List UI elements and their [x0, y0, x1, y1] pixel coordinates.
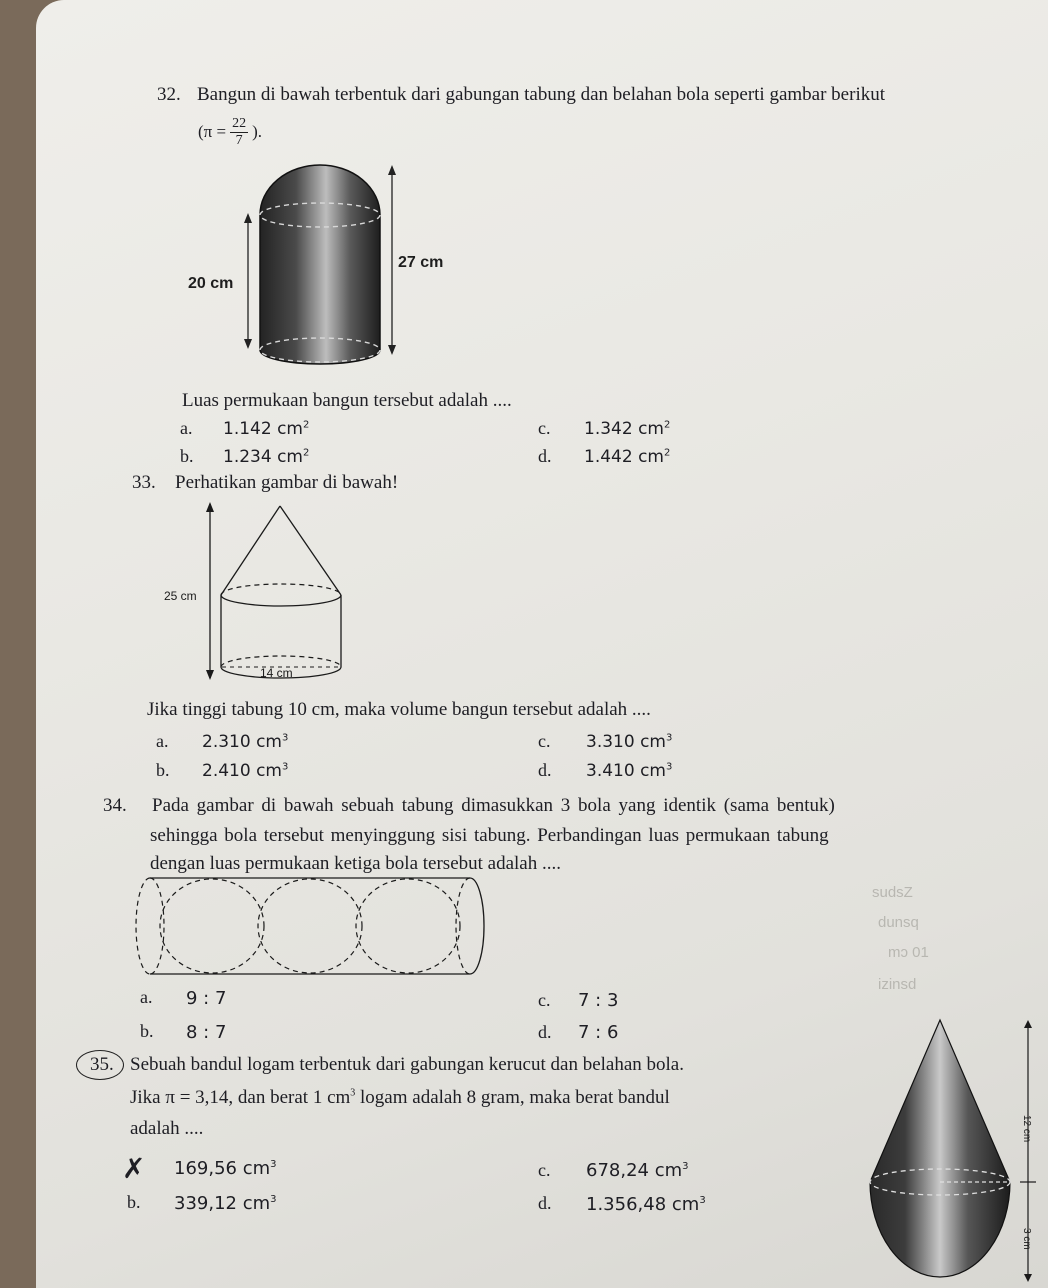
unit-exponent: 3	[665, 732, 673, 744]
cone-hemisphere-body	[870, 1020, 1010, 1277]
q32-option-a-value: 1.142 cm	[223, 419, 303, 439]
ball-1	[160, 879, 264, 973]
q32-option-c-value: 1.342 cm	[584, 419, 664, 439]
bleed-through-text: izinsd	[878, 976, 917, 993]
ball-3	[356, 879, 460, 973]
unit-exponent: 2	[302, 419, 310, 431]
q35-option-b-letter[interactable]: b.	[127, 1192, 141, 1212]
q34-line1: Pada gambar di bawah sebuah tabung dimasukkan 3 bola yang identik (sama bentuk)	[152, 795, 835, 816]
q35-line2-end: logam adalah 8 gram, maka berat bandul	[355, 1087, 670, 1108]
arrow-up-icon	[388, 165, 396, 175]
q32-question: Luas permukaan bangun tersebut adalah ....	[182, 390, 512, 411]
arrow-down-icon	[244, 339, 252, 349]
q35-option-a-value: 169,56 cm	[174, 1158, 271, 1179]
q34-option-a-value[interactable]: 9 : 7	[186, 988, 227, 1009]
unit-exponent: 3	[281, 732, 289, 744]
q32-option-d[interactable]	[584, 447, 670, 467]
q33-option-a-value: 2.310 cm	[202, 732, 282, 752]
q33-option-c-value: 3.310 cm	[586, 732, 666, 752]
q35-line2-start: Jika π = 3,14, dan berat 1 cm	[130, 1087, 351, 1108]
q35-line2	[130, 1086, 670, 1110]
q35-option-a[interactable]	[174, 1158, 277, 1179]
q33-number: 33.	[132, 472, 156, 493]
q32-number: 32.	[157, 84, 181, 105]
q34-option-b-value[interactable]: 8 : 7	[186, 1022, 227, 1043]
q34-option-c-letter[interactable]: c.	[538, 990, 551, 1010]
unit-exponent: 2	[663, 419, 671, 431]
q32-option-d-value: 1.442 cm	[584, 447, 664, 467]
label-14cm: 14 cm	[260, 666, 293, 680]
q34-number: 34.	[103, 795, 127, 816]
q33-option-b[interactable]	[202, 761, 288, 781]
selected-answer-mark-icon: ✗	[122, 1154, 146, 1185]
arrow-down-icon	[206, 670, 214, 680]
q33-option-c[interactable]	[586, 732, 672, 752]
label-12cm: 12 cm	[1021, 1115, 1032, 1143]
label-3cm: 3 cm	[1021, 1228, 1032, 1250]
q33-option-d-value: 3.410 cm	[586, 761, 666, 781]
unit-exponent: 3	[350, 1087, 356, 1099]
arrow-down-icon	[1024, 1274, 1032, 1282]
unit-exponent: 2	[663, 447, 671, 459]
arrow-up-icon	[244, 213, 252, 223]
cylinder-right-cap-back	[456, 878, 470, 974]
cylinder-hemisphere-body	[260, 165, 380, 364]
q33-text: Perhatikan gambar di bawah!	[175, 472, 399, 493]
cylinder-left-cap-back	[150, 878, 164, 974]
q35-option-b[interactable]	[174, 1193, 277, 1214]
unit-exponent: 3	[281, 761, 289, 773]
cylinder-right-cap	[470, 878, 484, 974]
arrow-up-icon	[1024, 1020, 1032, 1028]
q32-text: Bangun di bawah terbentuk dari gabungan tabung dan belahan bola seperti gambar berikut	[197, 84, 885, 105]
unit-exponent: 3	[699, 1195, 706, 1206]
q32-pi-denominator: 7	[235, 132, 243, 148]
q32-option-c[interactable]	[584, 419, 670, 439]
q32-pi-prefix: (π =	[198, 122, 227, 141]
q35-option-c-value: 678,24 cm	[586, 1160, 683, 1181]
cylinder-top-back-arc	[221, 584, 341, 595]
q32-option-c-letter[interactable]: c.	[538, 418, 551, 438]
q35-option-b-value: 339,12 cm	[174, 1193, 271, 1214]
cone-side-left	[221, 506, 280, 595]
q33-figure-cone-cylinder	[160, 500, 360, 690]
q35-option-d-letter[interactable]: d.	[538, 1193, 552, 1213]
q35-line1: Sebuah bandul logam terbentuk dari gabungan kerucut dan belahan bola.	[130, 1054, 684, 1075]
bleed-through-text: dunsq	[878, 914, 919, 931]
q33-option-a[interactable]	[202, 732, 288, 752]
q35-option-d[interactable]	[586, 1194, 706, 1215]
q34-option-b-letter[interactable]: b.	[140, 1021, 154, 1041]
q34-line2: sehingga bola tersebut menyinggung sisi tabung. Perbandingan luas permukaan tabung	[150, 825, 829, 846]
q32-pi-numerator: 22	[232, 115, 247, 131]
arrow-up-icon	[206, 502, 214, 512]
q34-option-d-letter[interactable]: d.	[538, 1022, 552, 1042]
q33-option-a-letter[interactable]: a.	[156, 731, 169, 751]
label-20cm: 20 cm	[188, 275, 234, 292]
unit-exponent: 2	[302, 447, 310, 459]
q35-option-c-letter[interactable]: c.	[538, 1160, 551, 1180]
q32-option-a[interactable]	[223, 419, 309, 439]
q34-option-c-value[interactable]: 7 : 3	[578, 990, 619, 1011]
unit-exponent: 3	[682, 1161, 689, 1172]
bleed-through-text: mɔ 01	[888, 944, 929, 961]
q33-option-b-letter[interactable]: b.	[156, 760, 170, 780]
label-25cm: 25 cm	[164, 589, 197, 603]
q34-line3: dengan luas permukaan ketiga bola tersebut adalah ....	[150, 853, 561, 874]
q35-option-d-value: 1.356,48 cm	[586, 1194, 700, 1215]
cylinder-top-front-arc	[221, 595, 341, 606]
q35-number: 35.	[90, 1054, 114, 1075]
q32-option-b[interactable]	[223, 447, 309, 467]
q32-option-b-value: 1.234 cm	[223, 447, 303, 467]
q34-option-a-letter[interactable]: a.	[140, 987, 153, 1007]
q35-option-c[interactable]	[586, 1160, 689, 1181]
q33-question: Jika tinggi tabung 10 cm, maka volume bangun tersebut adalah ....	[147, 699, 651, 720]
q32-pi-suffix: ).	[252, 122, 263, 141]
q32-pi-note	[198, 110, 262, 154]
q34-option-d-value[interactable]: 7 : 6	[578, 1022, 619, 1043]
ball-2	[258, 879, 362, 973]
q33-option-d-letter[interactable]: d.	[538, 760, 552, 780]
cone-side-right	[280, 506, 341, 595]
q32-option-a-letter[interactable]: a.	[180, 418, 193, 438]
q33-option-c-letter[interactable]: c.	[538, 731, 551, 751]
unit-exponent: 3	[270, 1159, 277, 1170]
unit-exponent: 3	[270, 1194, 277, 1205]
label-27cm: 27 cm	[398, 254, 444, 271]
q34-figure-cylinder-three-balls	[130, 872, 510, 982]
q33-option-d[interactable]	[586, 761, 672, 781]
q32-option-d-letter[interactable]: d.	[538, 446, 552, 466]
unit-exponent: 3	[665, 761, 673, 773]
q33-option-b-value: 2.410 cm	[202, 761, 282, 781]
cylinder-left-cap	[136, 878, 150, 974]
q32-figure-cylinder-hemisphere	[180, 155, 480, 370]
q35-figure-cone-hemisphere	[860, 1010, 1046, 1288]
q32-pi-fraction	[230, 116, 248, 149]
arrow-down-icon	[388, 345, 396, 355]
q32-option-b-letter[interactable]: b.	[180, 446, 194, 466]
bleed-through-text: sudsZ	[872, 884, 913, 901]
q35-line3: adalah ....	[130, 1118, 204, 1139]
